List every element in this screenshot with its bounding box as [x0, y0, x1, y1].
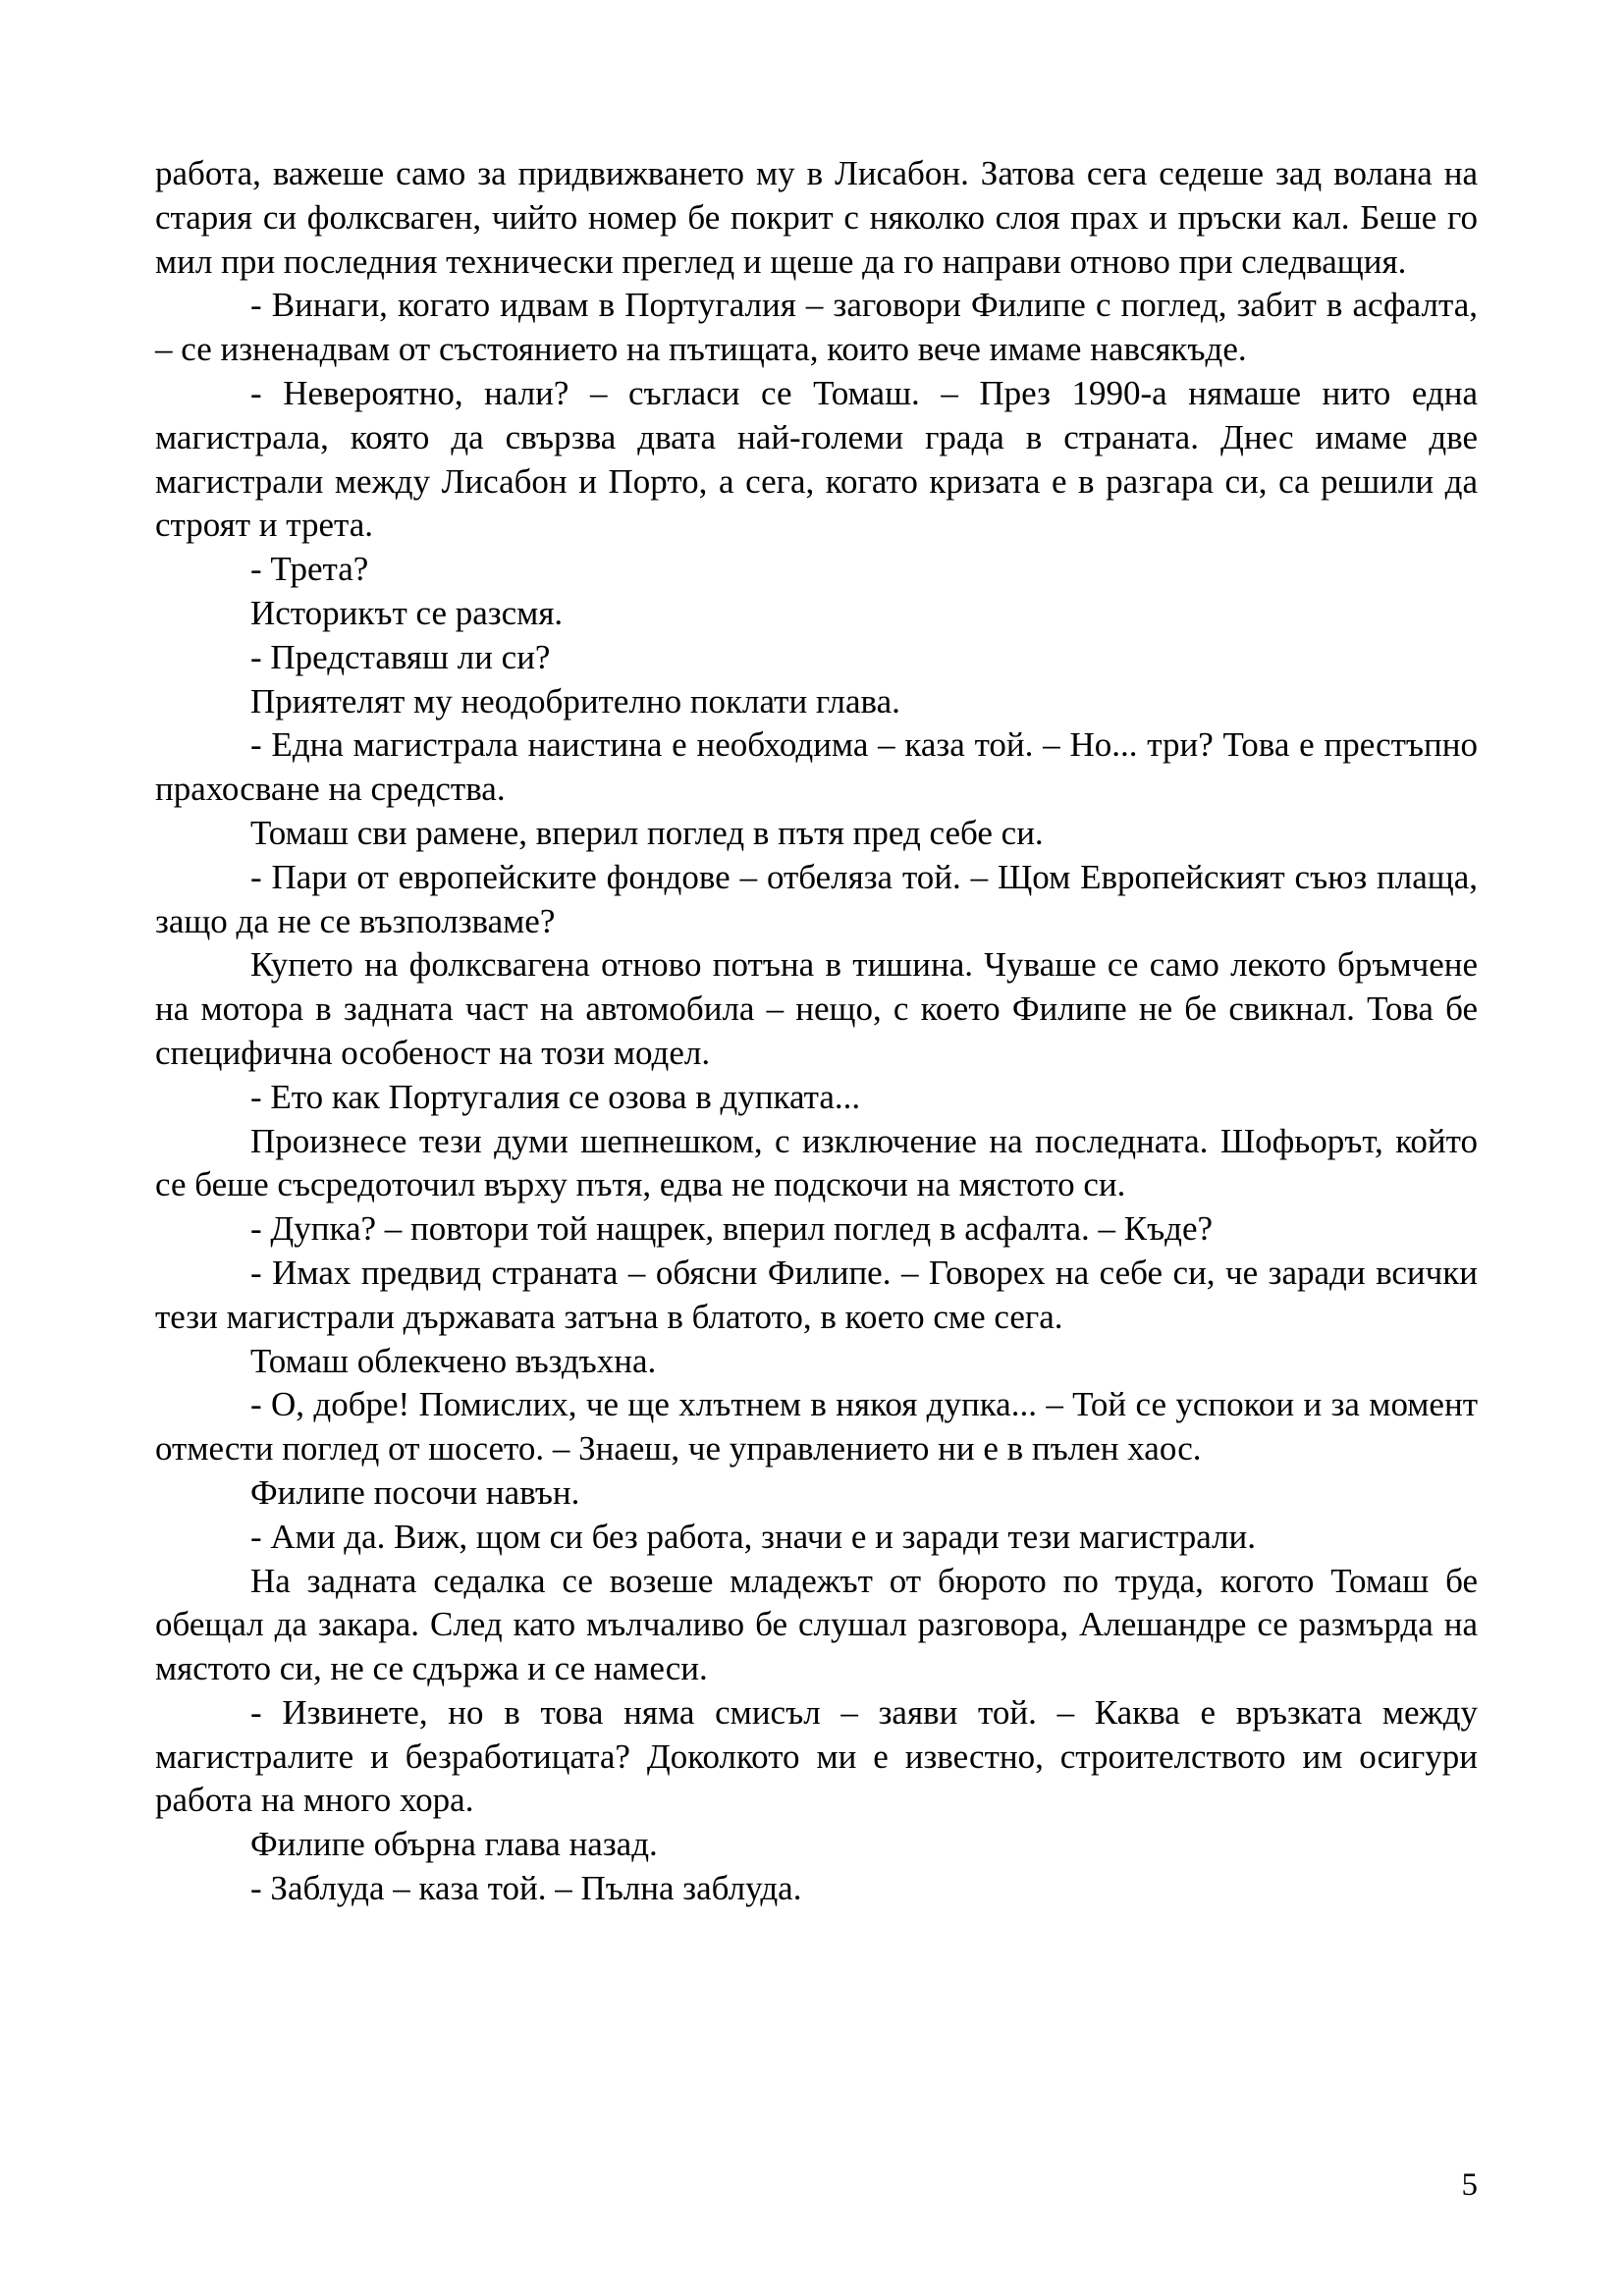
paragraph: - Винаги, когато идвам в Португалия – заговори Филипе с поглед, забит в асфалта, – се изненадвам от състоянието на пътищата, които вече имаме навсякъде. — [155, 286, 1478, 369]
paragraph: - Имах предвид страната – обясни Филипе. – Говорех на себе си, че заради всички тези магистрали държавата затъна в блатото, в което сме сега. — [155, 1253, 1478, 1336]
paragraph: - Представяш ли си? — [250, 637, 551, 676]
paragraph: - Пари от европейските фондове – отбеляза той. – Щом Европейският съюз плаща, защо да не се възползваме? — [155, 857, 1478, 940]
paragraph: Историкът се разсмя. — [250, 593, 564, 632]
paragraph: Приятелят му неодобрително поклати глава. — [250, 681, 900, 721]
paragraph: - Ами да. Виж, щом си без работа, значи е и заради тези магистрали. — [250, 1517, 1256, 1556]
paragraph: Произнесе тези думи шепнешком, с изключение на последната. Шофьорът, който се беше съсредоточил върху пътя, едва не подскочи на мястото си. — [155, 1121, 1478, 1204]
paragraph: Томаш облекчено въздъхна. — [250, 1341, 657, 1380]
page-number: 5 — [1461, 2167, 1478, 2203]
paragraph: - О, добре! Помислих, че ще хлътнем в някоя дупка... – Той се успокои и за момент отмести поглед от шосето. – Знаеш, че управлението ни е в пълен хаос. — [155, 1385, 1478, 1468]
paragraph: Филипе посочи навън. — [250, 1472, 580, 1512]
paragraph: - Невероятно, нали? – съгласи се Томаш. – През 1990-а нямаше нито една магистрала, която да свързва двата най-големи града в страната. Днес имаме две магистрали между Лисабон и Порто, а сега, когато кризата е в разгара си, са решили да строят и трета. — [155, 373, 1478, 545]
paragraph: Томаш сви рамене, вперил поглед в пътя пред себе си. — [250, 813, 1044, 852]
paragraph: - Дупка? – повтори той нащрек, вперил поглед в асфалта. – Къде? — [250, 1209, 1214, 1249]
paragraph: На задната седалка се возеше младежът от бюрото по труда, когото Томаш бе обещал да закара. След като мълчаливо бе слушал разговора, Алешандре се размърда на мястото си, не се сдържа и се намеси. — [155, 1561, 1478, 1688]
paragraph: - Трета? — [250, 550, 369, 589]
paragraph: Филипе обърна глава назад. — [250, 1825, 658, 1864]
page-body — [155, 152, 1478, 1911]
paragraph: - Заблуда – каза той. – Пълна заблуда. — [250, 1869, 802, 1908]
paragraph: - Ето как Португалия се озова в дупката... — [250, 1077, 861, 1116]
paragraph: - Извинете, но в това няма смисъл – заяви той. – Каква е връзката между магистралите и безработицата? Доколкото ми е известно, строителството им осигури работа на много хора. — [155, 1692, 1478, 1820]
paragraph: Купето на фолксвагена отново потъна в тишина. Чуваше се само лекото бръмчене на мотора в задната част на автомобила – нещо, с което Филипе не бе свикнал. Това бе специфична особеност на този модел. — [155, 945, 1478, 1072]
paragraph: - Една магистрала наистина е необходима – каза той. – Но... три? Това е престъпно прахосване на средства. — [155, 725, 1478, 809]
paragraph: работа, важеше само за придвижването му в Лисабон. Затова сега седеше зад волана на стария си фолксваген, чийто номер бе покрит с няколко слоя прах и пръски кал. Беше го мил при последния технически преглед и щеше да го направи отново при следващия. — [155, 154, 1478, 281]
